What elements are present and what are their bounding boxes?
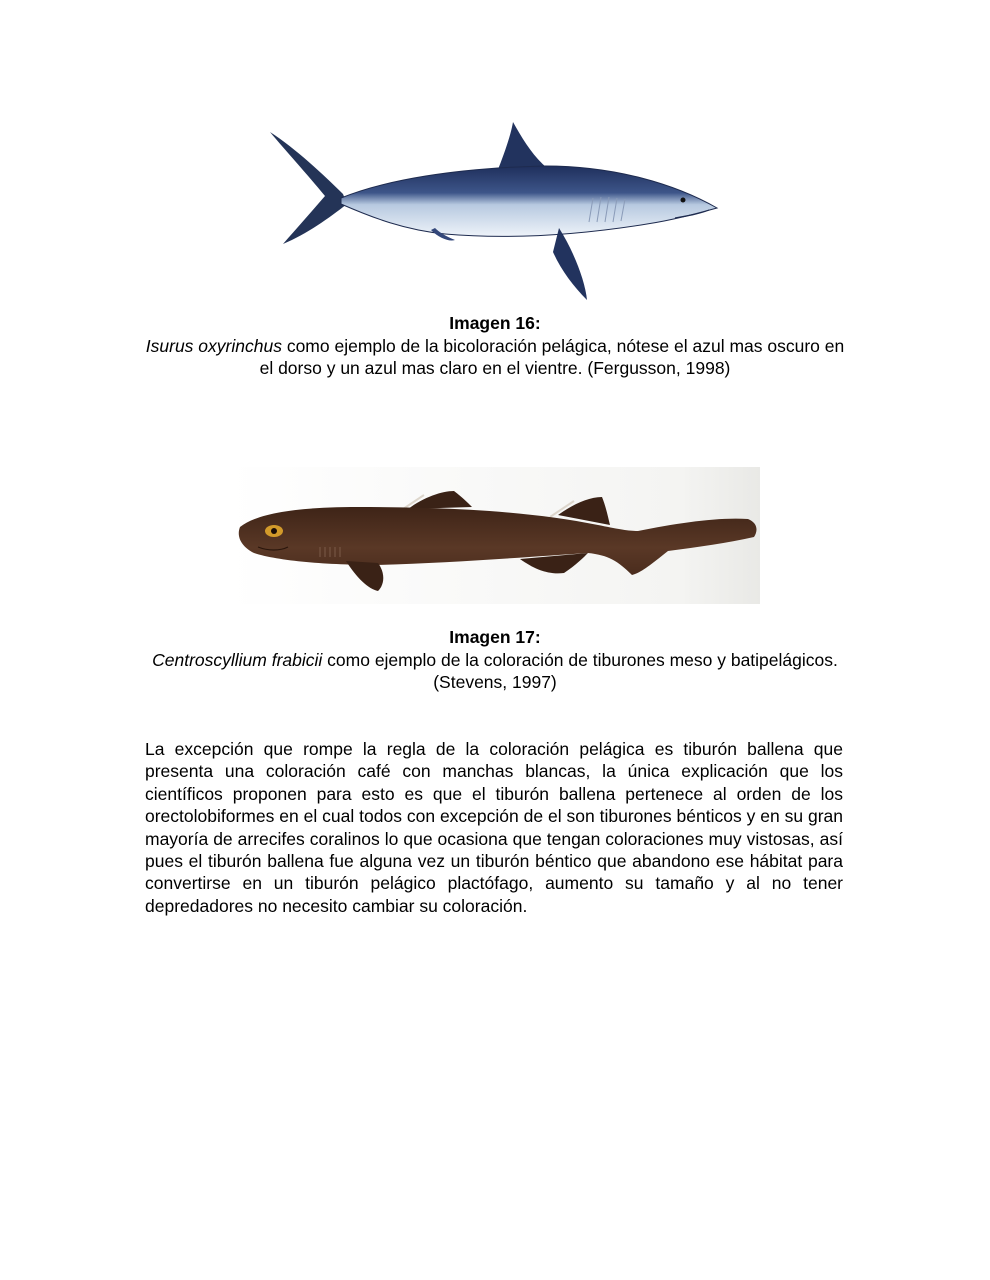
mako-body [341, 166, 717, 236]
body-paragraph: La excepción que rompe la regla de la coloración pelágica es tiburón ballena que presenta una coloración café con manchas blancas, la única explicación que los científicos proponen para esto es que el tiburón ballena pertenece al orden de los orectolobiformes en el cual todos con excepción de el son tiburones bénticos y en su gran mayoría de arrecifes coralinos lo que ocasiona que tengan coloraciones muy vistosas, así pues el tiburón ballena fue alguna vez un tiburón béntico que abandono ese hábitat para convertirse en un tiburón pelágico plactófago, aumento su tamaño y al no tener depredadores no necesito cambiar su coloración. [145, 739, 843, 916]
mako-pectoral-fin [553, 228, 587, 300]
figure-17-caption-text: como ejemplo de la coloración de tiburones meso y batipelágicos. (Stevens, 1997) [322, 649, 838, 692]
figure-17-centroscyllium-illustration [228, 467, 760, 604]
figure-17-caption [145, 626, 845, 694]
mako-shark-drawing [255, 110, 725, 310]
figure-16-species-name: Isurus oxyrinchus [145, 335, 282, 356]
mako-caudal-fin [270, 132, 347, 244]
centroscyllium-drawing [228, 467, 760, 604]
centroscyllium-pupil [271, 528, 277, 534]
figure-16-caption-text: como ejemplo de la bicoloración pelágica, nótese el azul mas oscuro en el dorso y un azul mas claro en el vientre. (Fergusson, 1998) [259, 335, 845, 378]
figure-17-title: Imagen 17: [449, 627, 541, 647]
figure-16-caption [145, 312, 845, 380]
figure-17-species-name: Centroscyllium frabicii [152, 649, 323, 670]
figure-16-mako-shark-illustration [255, 110, 725, 310]
mako-eye [681, 198, 686, 203]
mako-dorsal-fin [497, 122, 547, 172]
figure-16-title: Imagen 16: [449, 313, 541, 333]
